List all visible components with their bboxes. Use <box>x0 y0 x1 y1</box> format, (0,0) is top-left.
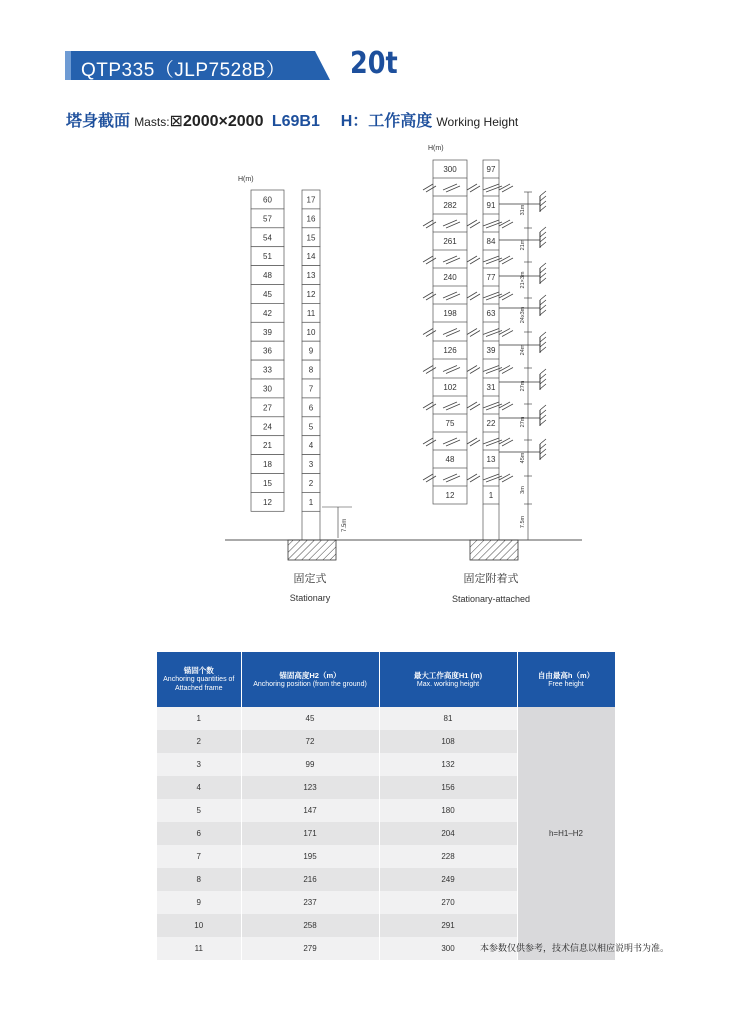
anchor-hatch <box>540 268 546 273</box>
break-mark <box>499 438 510 444</box>
break-mark <box>486 404 502 410</box>
stationary-masts <box>251 190 320 540</box>
break-mark <box>502 258 513 264</box>
anchor-hatch <box>540 420 546 425</box>
anchor-hatch <box>540 347 546 352</box>
stationary-section-12: 5 <box>308 422 314 432</box>
attached-section-0: 97 <box>486 165 496 174</box>
break-mark <box>483 366 499 372</box>
max-height-cell: 108 <box>379 730 517 753</box>
attached-section-2: 84 <box>486 237 496 246</box>
header-anchor-position: 锚固高度H2（m） Anchoring position (from the ground) <box>241 652 379 707</box>
max-height-cell: 228 <box>379 845 517 868</box>
stationary-height-5: 45 <box>263 289 272 299</box>
mast-code: L69B1 <box>271 113 320 130</box>
attached-height-5: 126 <box>443 346 457 355</box>
anchor-hatch <box>540 300 546 305</box>
attached-height-2: 261 <box>443 237 457 246</box>
attached-height-6: 102 <box>443 383 457 392</box>
stationary-section-2: 15 <box>306 233 316 243</box>
break-mark <box>446 294 460 300</box>
break-mark <box>443 402 457 408</box>
anchor-position-cell: 237 <box>241 891 379 914</box>
break-mark <box>486 368 502 374</box>
stationary-section-15: 2 <box>308 478 314 488</box>
anchor-hatch <box>540 295 546 300</box>
anchor-hatch <box>540 201 546 206</box>
stationary-section-14: 3 <box>308 460 314 470</box>
attached-dim-label-2: 21×3m <box>520 271 526 289</box>
capacity-label: 20t <box>350 46 398 81</box>
anchor-count-cell: 1 <box>157 707 241 730</box>
break-mark <box>486 331 502 337</box>
attached-dim-label-3: 24x3m <box>520 306 526 324</box>
stationary-section-7: 10 <box>306 327 316 337</box>
stationary-height-4: 48 <box>263 271 272 281</box>
section-size: 2000×2000 <box>182 113 264 130</box>
anchor-count-cell: 8 <box>157 868 241 891</box>
stationary-height-9: 33 <box>263 365 272 375</box>
break-mark <box>502 294 513 300</box>
anchor-position-cell: 258 <box>241 914 379 937</box>
break-mark <box>499 184 510 190</box>
attached-foundation <box>470 540 518 560</box>
anchor-hatch <box>540 337 546 342</box>
spec-line <box>66 108 518 131</box>
stationary-height-12: 24 <box>263 422 272 432</box>
stationary-foundation <box>288 540 336 560</box>
stationary-height-8: 36 <box>263 346 272 356</box>
anchor-hatch <box>540 191 546 196</box>
max-height-cell: 156 <box>379 776 517 799</box>
anchor-hatch <box>540 405 546 410</box>
attached-section-6: 31 <box>486 383 496 392</box>
anchor-hatch <box>540 415 546 420</box>
break-mark <box>486 258 502 264</box>
anchor-hatch <box>540 278 546 283</box>
attached-height-3: 240 <box>443 273 457 282</box>
stationary-height-2: 54 <box>263 233 272 243</box>
break-mark <box>502 186 513 192</box>
anchor-position-cell: 216 <box>241 868 379 891</box>
break-mark <box>446 222 460 228</box>
model-banner <box>65 51 330 80</box>
break-mark <box>499 220 510 226</box>
break-mark <box>483 256 499 262</box>
attached-section-7: 22 <box>486 419 496 428</box>
break-mark <box>446 404 460 410</box>
attached-height-8: 48 <box>445 455 455 464</box>
stationary-caption-en: Stationary <box>289 593 331 603</box>
anchor-hatch <box>540 196 546 201</box>
attached-height-7: 75 <box>445 419 455 428</box>
anchor-count-cell: 9 <box>157 891 241 914</box>
break-mark <box>486 294 502 300</box>
anchor-hatch <box>540 454 546 459</box>
anchor-count-cell: 3 <box>157 753 241 776</box>
anchor-hatch <box>540 227 546 232</box>
break-mark <box>502 476 513 482</box>
attached-dim-label-9: 7.5m <box>520 515 526 529</box>
anchor-hatch <box>540 369 546 374</box>
stationary-axis-label: H(m) <box>238 176 254 183</box>
section-symbol-icon: ⊠ <box>169 113 183 130</box>
crane-diagram <box>0 140 750 620</box>
stationary-section-9: 8 <box>308 365 314 375</box>
stationary-section-16: 1 <box>308 497 314 507</box>
stationary-base-dim-label: 7.5m <box>342 518 348 532</box>
attached-height-1: 282 <box>443 201 457 210</box>
height-label: H：工作高度 <box>340 113 433 130</box>
stationary-section-4: 13 <box>306 271 316 281</box>
stationary-height-11: 27 <box>263 403 272 413</box>
anchor-hatch <box>540 263 546 268</box>
anchor-count-cell: 7 <box>157 845 241 868</box>
break-mark <box>502 404 513 410</box>
max-height-cell: 132 <box>379 753 517 776</box>
break-mark <box>502 368 513 374</box>
break-mark <box>486 476 502 482</box>
header-max-height: 最大工作高度H1 (m) Max. working height <box>379 652 517 707</box>
header-free-height: 自由最高h（m） Free height <box>517 652 615 707</box>
masts-label: Masts: <box>134 115 170 129</box>
max-height-cell: 204 <box>379 822 517 845</box>
break-mark <box>483 220 499 226</box>
stationary-section-3: 14 <box>306 252 316 262</box>
attached-masts <box>433 160 499 540</box>
anchor-hatch <box>540 410 546 415</box>
anchor-hatch <box>540 439 546 444</box>
attached-dim-label-8: 3m <box>520 486 526 494</box>
anchor-hatch <box>540 449 546 454</box>
anchor-hatch <box>540 384 546 389</box>
stationary-height-3: 51 <box>263 252 272 262</box>
stationary-section-11: 6 <box>308 403 314 413</box>
break-mark <box>499 402 510 408</box>
attached-dim-label-4: 24m <box>520 344 526 356</box>
attached-height-0: 300 <box>443 165 457 174</box>
stationary-section-1: 16 <box>306 214 316 224</box>
break-mark <box>446 186 460 192</box>
max-height-cell: 81 <box>379 707 517 730</box>
attached-section-1: 91 <box>486 201 496 210</box>
attached-caption-en: Stationary-attached <box>451 594 531 604</box>
attached-dim-label-6: 27m <box>520 416 526 428</box>
stationary-caption-cn: 固定式 <box>293 572 327 585</box>
break-mark <box>446 258 460 264</box>
break-mark <box>443 292 457 298</box>
disclaimer-note: 本参数仅供参考，技术信息以相应说明书为准。 <box>480 943 670 953</box>
stationary-section-5: 12 <box>306 289 316 299</box>
break-mark <box>443 184 457 190</box>
anchor-count-cell: 2 <box>157 730 241 753</box>
break-mark <box>443 329 457 335</box>
header-anchor-count: 锚固个数 Anchoring quantities of Attached frame <box>157 652 241 707</box>
stationary-height-10: 30 <box>263 384 272 394</box>
attached-caption-cn: 固定附着式 <box>463 572 519 585</box>
break-mark <box>446 368 460 374</box>
anchor-position-cell: 195 <box>241 845 379 868</box>
attached-dim-label-7: 45m <box>520 452 526 464</box>
anchor-hatch <box>540 232 546 237</box>
max-height-cell: 291 <box>379 914 517 937</box>
attached-height-4: 198 <box>443 309 457 318</box>
anchor-position-cell: 279 <box>241 937 379 960</box>
break-mark <box>486 186 502 192</box>
anchor-hatch <box>540 273 546 278</box>
stationary-section-13: 4 <box>308 441 314 451</box>
height-label-en: Working Height <box>436 115 519 129</box>
anchor-hatch <box>540 242 546 247</box>
max-height-cell: 300 <box>379 937 517 960</box>
anchor-hatch <box>540 374 546 379</box>
break-mark <box>499 474 510 480</box>
anchor-hatch <box>540 332 546 337</box>
break-mark <box>486 440 502 446</box>
anchor-hatch <box>540 305 546 310</box>
break-mark <box>443 366 457 372</box>
break-mark <box>483 474 499 480</box>
attached-section-8: 13 <box>486 455 496 464</box>
stationary-section-0: 17 <box>306 195 316 205</box>
attached-section-9: 1 <box>488 491 494 500</box>
anchor-position-cell: 45 <box>241 707 379 730</box>
free-height-cell: h=H1–H2 <box>517 707 615 960</box>
break-mark <box>499 292 510 298</box>
stationary-height-7: 39 <box>263 327 272 337</box>
break-mark <box>483 292 499 298</box>
anchor-position-cell: 99 <box>241 753 379 776</box>
break-mark <box>446 476 460 482</box>
anchor-hatch <box>540 342 546 347</box>
break-mark <box>486 222 502 228</box>
break-mark <box>483 438 499 444</box>
anchoring-table <box>157 652 616 960</box>
attached-dim-label-0: 31m <box>520 204 526 216</box>
anchor-position-cell: 171 <box>241 822 379 845</box>
attached-axis-label: H(m) <box>428 145 444 152</box>
anchor-count-cell: 6 <box>157 822 241 845</box>
break-mark <box>443 256 457 262</box>
break-mark <box>499 366 510 372</box>
stationary-height-16: 12 <box>263 497 272 507</box>
max-height-cell: 249 <box>379 868 517 891</box>
anchor-hatch <box>540 379 546 384</box>
attached-dimensions <box>520 192 532 540</box>
break-mark <box>443 438 457 444</box>
section-label: 塔身截面 <box>66 113 131 130</box>
break-mark <box>446 331 460 337</box>
table-header-row <box>157 652 615 707</box>
stationary-section-8: 9 <box>308 346 314 356</box>
break-mark <box>502 222 513 228</box>
break-mark <box>483 329 499 335</box>
anchor-count-cell: 5 <box>157 799 241 822</box>
stationary-section-6: 11 <box>306 308 316 318</box>
attached-dim-label-5: 27m <box>520 380 526 392</box>
anchor-count-cell: 10 <box>157 914 241 937</box>
attached-section-4: 63 <box>486 309 496 318</box>
stationary-height-1: 57 <box>263 214 272 224</box>
break-mark <box>499 329 510 335</box>
max-height-cell: 270 <box>379 891 517 914</box>
stationary-section-10: 7 <box>308 384 314 394</box>
model-title: QTP335（JLP7528B） <box>81 60 286 81</box>
anchor-position-cell: 123 <box>241 776 379 799</box>
stationary-height-0: 60 <box>263 195 272 205</box>
anchor-hatch <box>540 444 546 449</box>
break-mark <box>446 440 460 446</box>
break-mark <box>502 440 513 446</box>
anchor-count-cell: 11 <box>157 937 241 960</box>
break-mark <box>499 256 510 262</box>
break-mark <box>483 402 499 408</box>
anchor-position-cell: 147 <box>241 799 379 822</box>
anchor-hatch <box>540 206 546 211</box>
attached-dim-label-1: 21m <box>520 239 526 251</box>
attached-height-9: 12 <box>445 491 455 500</box>
anchor-count-cell: 4 <box>157 776 241 799</box>
stationary-height-13: 21 <box>263 441 272 451</box>
anchor-hatch <box>540 237 546 242</box>
attached-section-5: 39 <box>486 346 496 355</box>
attached-break-marks <box>423 184 513 482</box>
anchor-hatch <box>540 310 546 315</box>
attached-section-3: 77 <box>486 273 496 282</box>
anchor-position-cell: 72 <box>241 730 379 753</box>
table-row <box>157 707 615 730</box>
stationary-height-6: 42 <box>263 308 272 318</box>
stationary-height-15: 15 <box>263 478 272 488</box>
max-height-cell: 180 <box>379 799 517 822</box>
break-mark <box>443 474 457 480</box>
stationary-height-14: 18 <box>263 460 272 470</box>
break-mark <box>483 184 499 190</box>
break-mark <box>502 331 513 337</box>
break-mark <box>443 220 457 226</box>
